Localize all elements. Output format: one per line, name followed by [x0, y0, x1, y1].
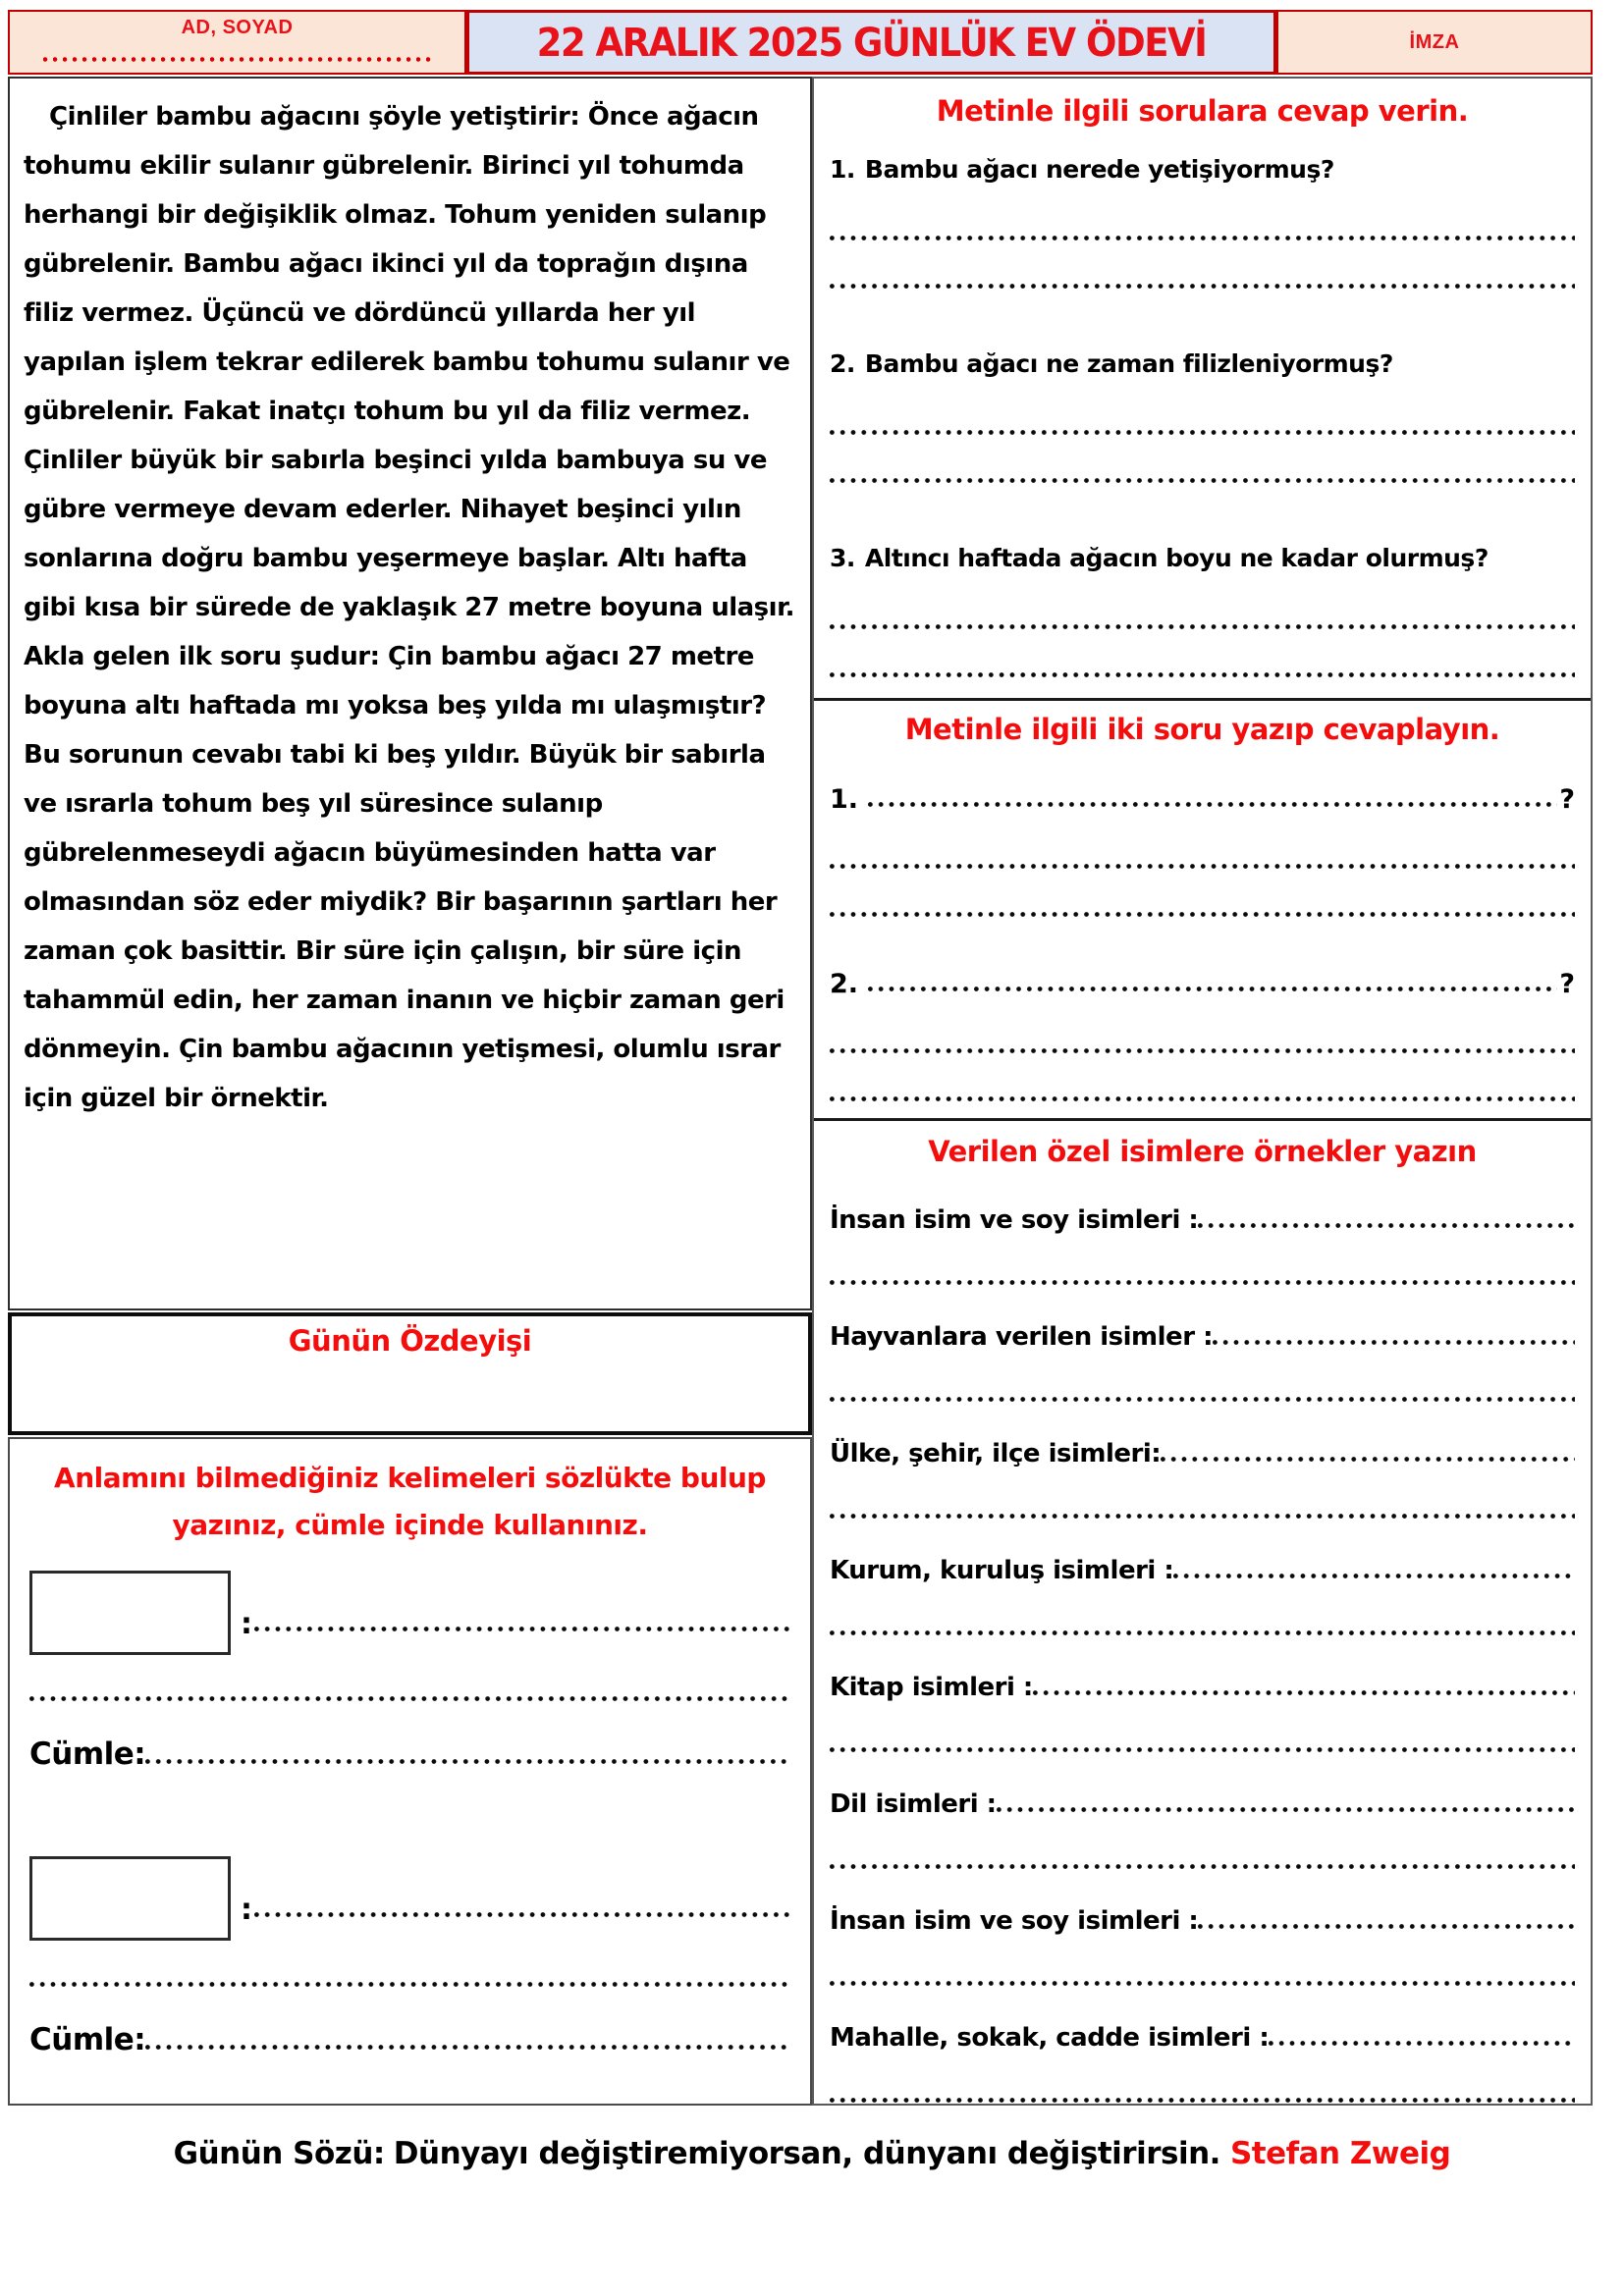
name-surname-cell[interactable]: [8, 10, 466, 75]
write-question-2-number: 2.: [830, 969, 859, 999]
vocab-entry-1: [29, 1571, 790, 1655]
answer-line-3a[interactable]: [830, 624, 1575, 629]
worksheet-title: 22 ARALIK 2025 GÜNLÜK EV ÖDEVİ: [536, 19, 1207, 66]
write-question-2-mark: ?: [1559, 969, 1575, 999]
write-question-2[interactable]: [830, 960, 1575, 999]
word-box-2[interactable]: [29, 1856, 231, 1941]
colon-label-2: :: [241, 1893, 252, 1927]
quote-of-day-title: Günün Özdeyişi: [288, 1324, 532, 1358]
proper-noun-line-3a[interactable]: [1161, 1457, 1575, 1462]
sentence-label-2: Cümle:: [29, 2022, 146, 2057]
proper-noun-line-4b[interactable]: [830, 1630, 1575, 1635]
question-2-number: 2.: [830, 349, 855, 378]
reading-passage-text: Çinliler bambu ağacını şöyle yetiştirir: Önce ağacın tohumu ekilir sulanır gübrelenir. Birinci yıl tohumda herhangi bir değişiklik olmaz. Tohum yeniden sulanıp gübrelenir. Bambu ağacı ikinci yıl da toprağın dışına filiz vermez. Üçüncü ve dördüncü yıllarda her yıl yapılan işlem tekrar edilerek bambu tohumu sulanır ve gübrelenir. Fakat inatçı tohum bu yıl da filiz vermez. Çinliler büyük bir sabırla beşinci yılda bambuya su ve gübre vermeye devam ederler. Nihayet beşinci yılın sonlarına doğru bambu yeşermeye başlar. Altı hafta gibi kısa bir sürede de yaklaşık 27 metre boyuna ulaşır. Akla gelen ilk soru şudur: Çin bambu ağacı 27 metre boyuna altı haftada mı yoksa beş yılda mı ulaşmıştır? Bu sorunun cevabı tabi ki beş yıldır. Büyük bir sabırla ve ısrarla tohum beş yıl süresince sulanıp gübrelenmeseydi ağacın büyümesinden hatta var olmasından söz eder miydik? Bir başarının şartları her zaman çok basittir. Bir süre için çalışın, bir süre için tahammül edin, her zaman inanın ve hiçbir zaman geri dönmeyin. Çin bambu ağacının yetişmesi, olumlu ısrar için güzel bir örnektir.: [24, 102, 795, 1113]
write-question-1-number: 1.: [830, 784, 859, 815]
proper-noun-row-8: [830, 2017, 1575, 2053]
sentence-line-2[interactable]: [145, 2045, 790, 2050]
definition-line-1a[interactable]: [254, 1627, 790, 1631]
proper-noun-label-8: Mahalle, sokak, cadde isimleri :: [830, 2023, 1270, 2053]
comprehension-questions-title: Metinle ilgili sorulara cevap verin.: [936, 94, 1469, 128]
word-box-1[interactable]: [29, 1571, 231, 1655]
write-question-1-mark: ?: [1559, 784, 1575, 815]
question-3-number: 3.: [830, 544, 855, 572]
proper-noun-line-5b[interactable]: [830, 1747, 1575, 1752]
proper-noun-line-7a[interactable]: [1198, 1924, 1575, 1929]
proper-noun-row-3: [830, 1433, 1575, 1468]
comprehension-questions-section: [814, 79, 1591, 698]
proper-noun-row-5: [830, 1667, 1575, 1702]
write-questions-title: Metinle ilgili iki soru yazıp cevaplayın.: [904, 713, 1500, 746]
write-questions-section: [814, 698, 1591, 1118]
question-2: [830, 347, 1575, 381]
answer-line-1a[interactable]: [830, 236, 1575, 240]
answer-line-3b[interactable]: [830, 672, 1575, 677]
definition-line-2a[interactable]: [254, 1912, 790, 1917]
sentence-line-1[interactable]: [145, 1759, 790, 1764]
proper-noun-label-1: İnsan isim ve soy isimleri :: [830, 1205, 1199, 1235]
answer-line-2b[interactable]: [830, 478, 1575, 483]
sentence-row-2: [29, 2016, 790, 2057]
question-2-text: Bambu ağacı ne zaman filizleniyormuş?: [864, 349, 1393, 378]
write-answer-line-1b[interactable]: [830, 912, 1575, 917]
definition-line-2b[interactable]: [29, 1982, 790, 1987]
daily-quote-text: Dünyayı değiştiremiyorsan, dünyanı değiştirirsin.: [393, 2136, 1220, 2171]
proper-noun-label-2: Hayvanlara verilen isimler :: [830, 1322, 1213, 1352]
question-1-text: Bambu ağacı nerede yetişiyormuş?: [864, 155, 1334, 184]
proper-noun-line-5a[interactable]: [1033, 1690, 1575, 1695]
colon-label-1: :: [241, 1607, 252, 1641]
sentence-label-1: Cümle:: [29, 1736, 146, 1772]
proper-noun-row-4: [830, 1550, 1575, 1585]
write-answer-line-1a[interactable]: [830, 864, 1575, 869]
proper-noun-label-7: İnsan isim ve soy isimleri :: [830, 1906, 1199, 1936]
proper-noun-line-1b[interactable]: [830, 1280, 1575, 1285]
vocabulary-box: [8, 1437, 812, 2106]
definition-line-1b[interactable]: [29, 1696, 790, 1701]
proper-noun-line-3b[interactable]: [830, 1514, 1575, 1519]
proper-noun-label-6: Dil isimleri :: [830, 1789, 997, 1819]
proper-noun-line-6b[interactable]: [830, 1864, 1575, 1869]
daily-quote-label: Günün Sözü:: [173, 2136, 385, 2171]
proper-noun-row-7: [830, 1900, 1575, 1936]
proper-noun-label-4: Kurum, kuruluş isimleri :: [830, 1556, 1174, 1585]
proper-noun-line-4a[interactable]: [1173, 1574, 1575, 1578]
write-question-1-line[interactable]: [868, 802, 1557, 807]
answer-line-1b[interactable]: [830, 284, 1575, 289]
signature-label: İMZA: [1409, 30, 1460, 53]
write-question-1[interactable]: [830, 775, 1575, 815]
daily-quote-footer: [0, 2136, 1624, 2171]
proper-noun-line-7b[interactable]: [830, 1981, 1575, 1986]
write-question-2-line[interactable]: [868, 987, 1557, 991]
proper-noun-row-1: [830, 1200, 1575, 1235]
vocab-entry-2: [29, 1856, 790, 1941]
proper-nouns-section: [814, 1118, 1591, 2100]
proper-noun-line-8b[interactable]: [830, 2098, 1575, 2103]
answer-line-2a[interactable]: [830, 430, 1575, 435]
question-1: [830, 153, 1575, 187]
proper-noun-line-2a[interactable]: [1213, 1340, 1575, 1345]
write-answer-line-2a[interactable]: [830, 1048, 1575, 1053]
worksheet-title-cell: [466, 10, 1276, 75]
write-answer-line-2b[interactable]: [830, 1096, 1575, 1101]
right-column: [812, 77, 1593, 2106]
proper-noun-row-2: [830, 1316, 1575, 1352]
daily-quote-author: Stefan Zweig: [1229, 2136, 1451, 2171]
proper-noun-row-6: [830, 1784, 1575, 1819]
signature-cell[interactable]: [1276, 10, 1593, 75]
question-1-number: 1.: [830, 155, 855, 184]
reading-passage-box: [8, 77, 812, 1310]
proper-noun-line-2b[interactable]: [830, 1397, 1575, 1402]
proper-noun-line-1a[interactable]: [1198, 1223, 1575, 1228]
proper-noun-label-5: Kitap isimleri :: [830, 1673, 1033, 1702]
question-3-text: Altıncı haftada ağacın boyu ne kadar olurmuş?: [864, 544, 1489, 572]
name-surname-label: AD, SOYAD: [181, 17, 294, 38]
question-3: [830, 542, 1575, 575]
quote-of-day-box[interactable]: [8, 1312, 812, 1435]
proper-noun-line-8a[interactable]: [1269, 2041, 1575, 2046]
vocabulary-instruction: Anlamını bilmediğiniz kelimeleri sözlükte bulup yazınız, cümle içinde kullanınız.: [54, 1462, 766, 1541]
proper-noun-line-6a[interactable]: [997, 1807, 1575, 1812]
proper-nouns-title: Verilen özel isimlere örnekler yazın: [928, 1135, 1477, 1168]
name-write-line[interactable]: [43, 57, 431, 62]
proper-noun-label-3: Ülke, şehir, ilçe isimleri:: [830, 1439, 1162, 1468]
sentence-row-1: [29, 1731, 790, 1772]
